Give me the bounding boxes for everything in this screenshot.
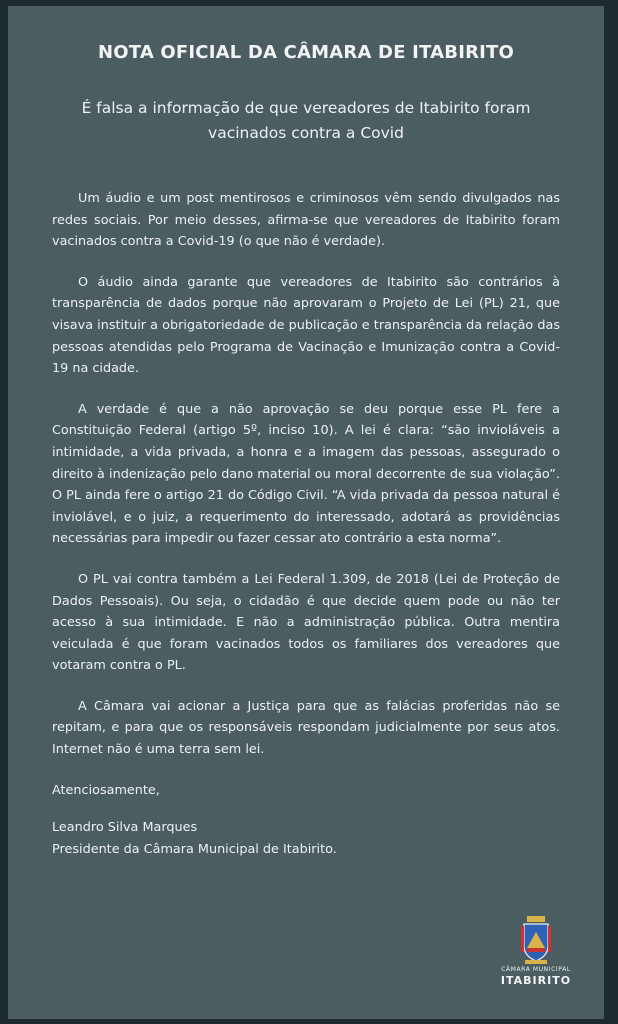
logo-caption-top: CÂMARA MUNICIPAL <box>501 966 571 973</box>
paragraph: A Câmara vai acionar a Justiça para que as falácias proferidas não se repitam, e para que os responsáveis respondam judicialmente por seus atos. Internet não é uma terra sem lei. <box>52 698 560 758</box>
camara-logo <box>488 906 584 992</box>
closing-text: Atenciosamente, <box>52 782 160 798</box>
signature-block <box>52 817 560 860</box>
paragraph: Um áudio e um post mentirosos e criminosos vêm sendo divulgados nas redes sociais. Por meio desses, afirma-se que vereadores de Itabirito foram vacinados contra a Covid-19 (o que não é verdade). <box>52 191 560 250</box>
coat-of-arms-icon <box>521 916 551 964</box>
paragraph: O áudio ainda garante que vereadores de Itabirito são contrários à transparência de dados porque não aprovaram o Projeto de Lei (PL) 21, que visava instituir a obrigatoriedade de publicação e transparência da relação das pessoas atendidas pelo Programa de Vacinação e Imunização contra a Covid-19 na cidade. <box>52 274 560 377</box>
note-title: NOTA OFICIAL DA CÂMARA DE ITABIRITO <box>97 42 515 63</box>
signature-name: Leandro Silva Marques <box>52 820 198 836</box>
logo-caption-main: ITABIRITO <box>500 974 572 987</box>
signature-role: Presidente da Câmara Municipal de Itabirito. <box>52 841 337 857</box>
note-body <box>52 188 560 860</box>
official-note-card <box>8 6 604 1019</box>
paragraph: O PL vai contra também a Lei Federal 1.309, de 2018 (Lei de Proteção de Dados Pessoais). Ou seja, o cidadão é que decide quem pode ou não ter acesso à sua intimidade. E não a administração pública. Outra mentira veiculada é que foram vacinados todos os familiares dos vereadores que votaram contra o PL. <box>52 571 560 674</box>
note-subtitle: É falsa a informação de que vereadores de Itabirito foram vacinados contra a Covid <box>81 99 531 142</box>
paragraph: A verdade é que a não aprovação se deu porque esse PL fere a Constituição Federal (artigo 5º, inciso 10). A lei é clara: “são invioláveis a intimidade, a vida privada, a honra e a imagem das pessoas, assegurado o direito à indenização pelo dano material ou moral decorrente de sua violação”. O PL ainda fere o artigo 21 do Código Civil. “A vida privada da pessoa natural é inviolável, e o juiz, a requerimento do interessado, adotará as providências necessárias para impedir ou fazer cessar ato contrário a esta norma”. <box>52 401 560 547</box>
